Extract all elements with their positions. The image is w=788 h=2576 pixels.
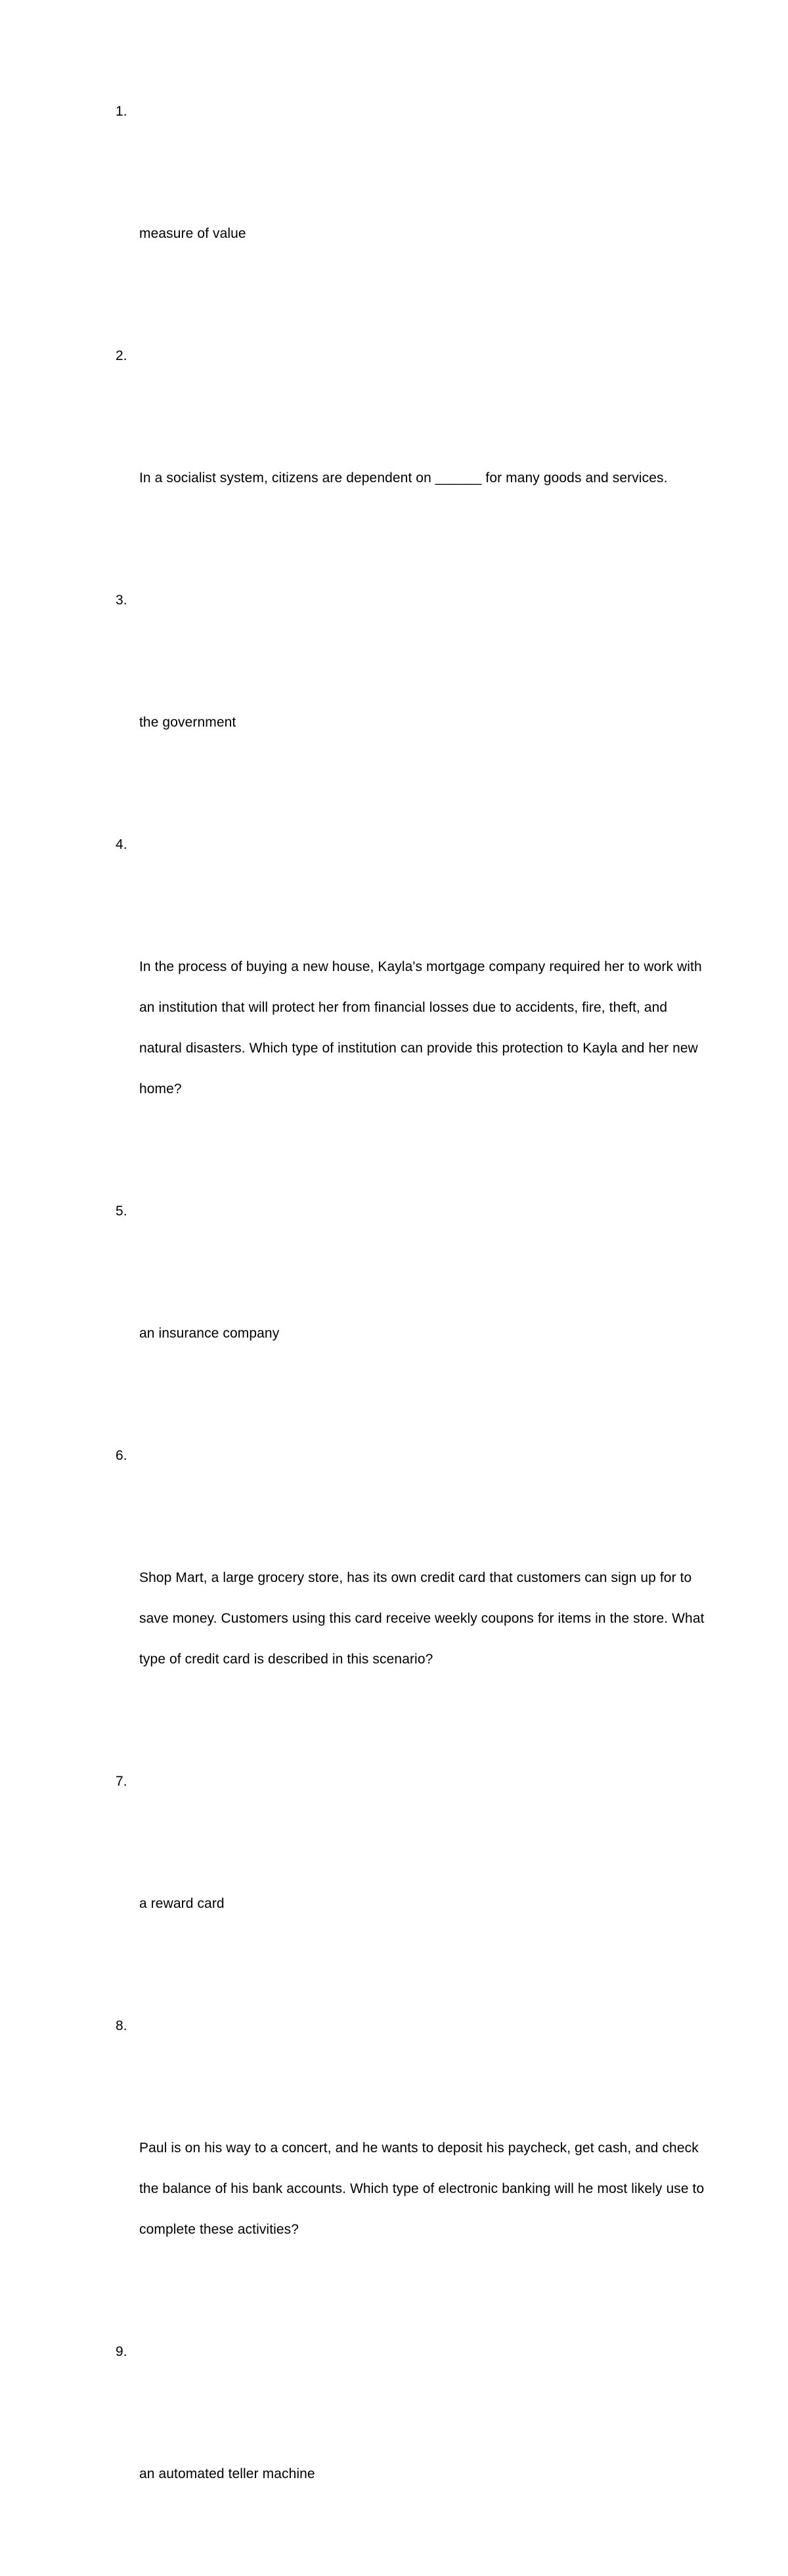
item-text: In the process of buying a new house, Kayla's mortgage company required her to work with an institution that will protect her from financial losses due to accidents, fire, theft, and natural disasters. Which type of institution can provide this protection to Kayla and her new home? xyxy=(139,959,706,1096)
item-text: a reward card xyxy=(139,1896,225,1911)
item-number: 4. xyxy=(116,837,127,852)
item-text: measure of value xyxy=(139,226,246,241)
item-number: 1. xyxy=(116,104,127,119)
numbered-list xyxy=(116,91,707,2576)
item-text: an insurance company xyxy=(139,1326,280,1341)
list-item xyxy=(116,91,707,336)
item-number: 6. xyxy=(116,1448,127,1463)
item-number: 3. xyxy=(116,593,127,608)
item-text: Paul is on his way to a concert, and he wants to deposit his paycheck, get cash, and check the balance of his bank accounts. Which type of electronic banking will he most likely use to complete these activities? xyxy=(139,2140,709,2237)
list-item xyxy=(116,336,707,580)
list-item xyxy=(116,1435,707,1761)
item-text: In a socialist system, citizens are dependent on ______ for many goods and services. xyxy=(139,470,668,486)
item-text: the government xyxy=(139,715,236,730)
list-item xyxy=(116,2006,707,2332)
list-item xyxy=(116,580,707,825)
list-item xyxy=(116,1761,707,2006)
item-text: Shop Mart, a large grocery store, has its own credit card that customers can sign up for to save money. Customers using this card receive weekly coupons for items in the store. What type of credit card is described in this scenario? xyxy=(139,1570,709,1667)
item-text: an automated teller machine xyxy=(139,2466,315,2481)
list-item xyxy=(116,2332,707,2576)
item-number: 8. xyxy=(116,2018,127,2033)
item-number: 9. xyxy=(116,2344,127,2359)
item-number: 7. xyxy=(116,1774,127,1789)
list-item xyxy=(116,1191,707,1435)
item-number: 5. xyxy=(116,1204,127,1219)
list-item xyxy=(116,825,707,1191)
item-number: 2. xyxy=(116,348,127,363)
